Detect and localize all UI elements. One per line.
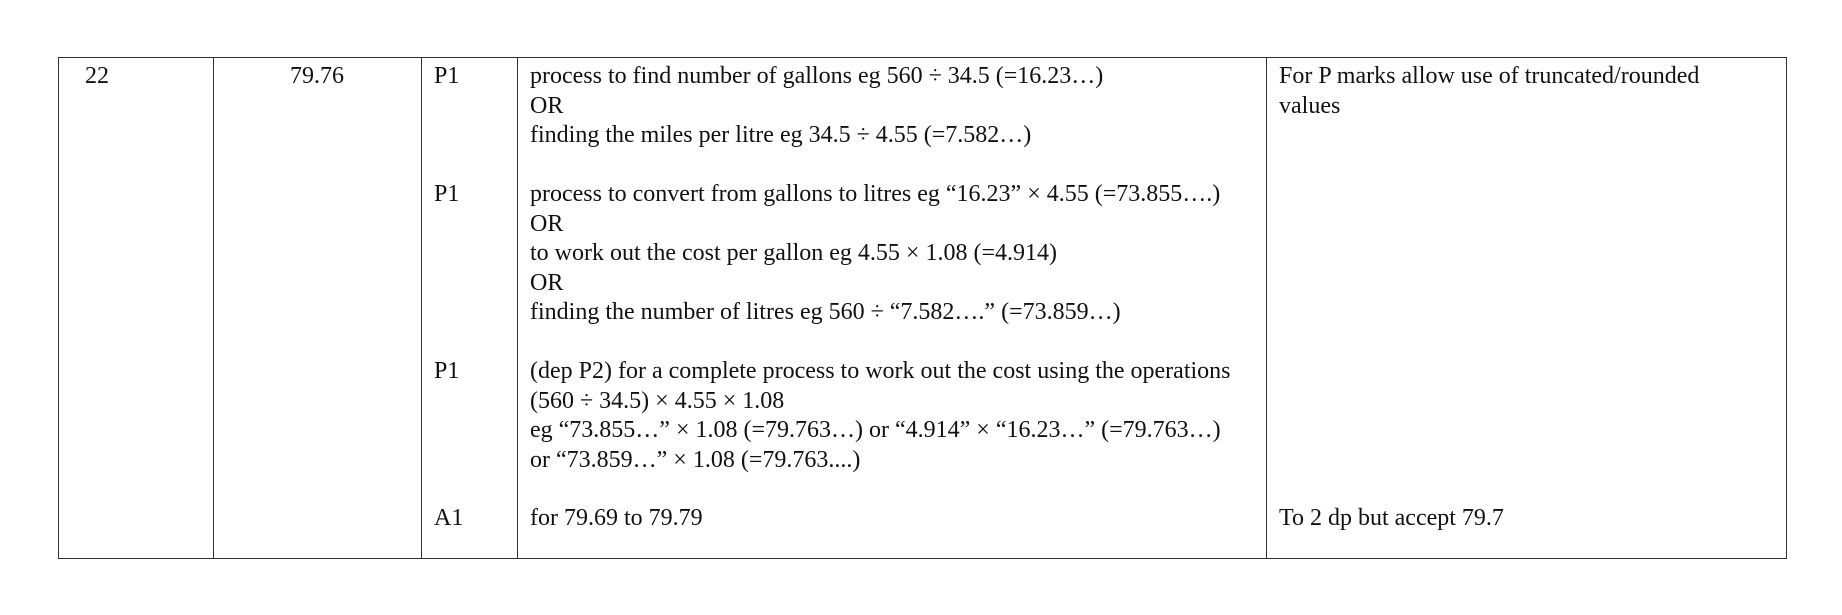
working-line: to work out the cost per gallon eg 4.55 × 1.08 (=4.914) xyxy=(530,240,1057,266)
working-block xyxy=(530,504,1266,534)
mark-code: P1 xyxy=(434,358,460,384)
working-line: (dep P2) for a complete process to work out the cost using the operations xyxy=(530,358,1231,384)
working-line: OR xyxy=(530,92,564,119)
working-line: OR xyxy=(530,269,564,296)
working-cell xyxy=(518,58,1267,559)
working-line: process to convert from gallons to litres eg “16.23” × 4.55 (=73.855….) xyxy=(530,181,1221,207)
guidance-note: To 2 dp but accept 79.7 xyxy=(1279,505,1504,531)
working-block xyxy=(530,180,1266,357)
question-number: 22 xyxy=(85,63,109,89)
working-line: eg “73.855…” × 1.08 (=79.763…) or “4.914” × “16.23…” (=79.763…) xyxy=(530,417,1221,443)
working-line: OR xyxy=(530,210,564,237)
mark-code: A1 xyxy=(434,505,464,531)
mark-code: P1 xyxy=(434,181,460,207)
guidance-note: For P marks allow use of truncated/rounded values xyxy=(1279,63,1700,119)
answer-cell xyxy=(214,58,422,559)
working-block xyxy=(530,357,1266,504)
table-row xyxy=(59,58,1787,559)
working-line: process to find number of gallons eg 560 ÷ 34.5 (=16.23…) xyxy=(530,63,1104,89)
mark-scheme-table xyxy=(58,57,1787,559)
answer-value: 79.76 xyxy=(290,63,344,89)
working-line: or “73.859…” × 1.08 (=79.763....) xyxy=(530,446,861,473)
mark-code: P1 xyxy=(434,63,460,89)
working-line: finding the miles per litre eg 34.5 ÷ 4.55 (=7.582…) xyxy=(530,122,1032,148)
working-line: (560 ÷ 34.5) × 4.55 × 1.08 xyxy=(530,387,785,414)
question-number-cell xyxy=(59,58,214,559)
working-line: finding the number of litres eg 560 ÷ “7.582….” (=73.859…) xyxy=(530,299,1121,325)
mark-codes-cell xyxy=(422,58,518,559)
working-line: for 79.69 to 79.79 xyxy=(530,505,703,531)
working-block xyxy=(530,62,1266,180)
guidance-notes-cell xyxy=(1267,58,1787,559)
